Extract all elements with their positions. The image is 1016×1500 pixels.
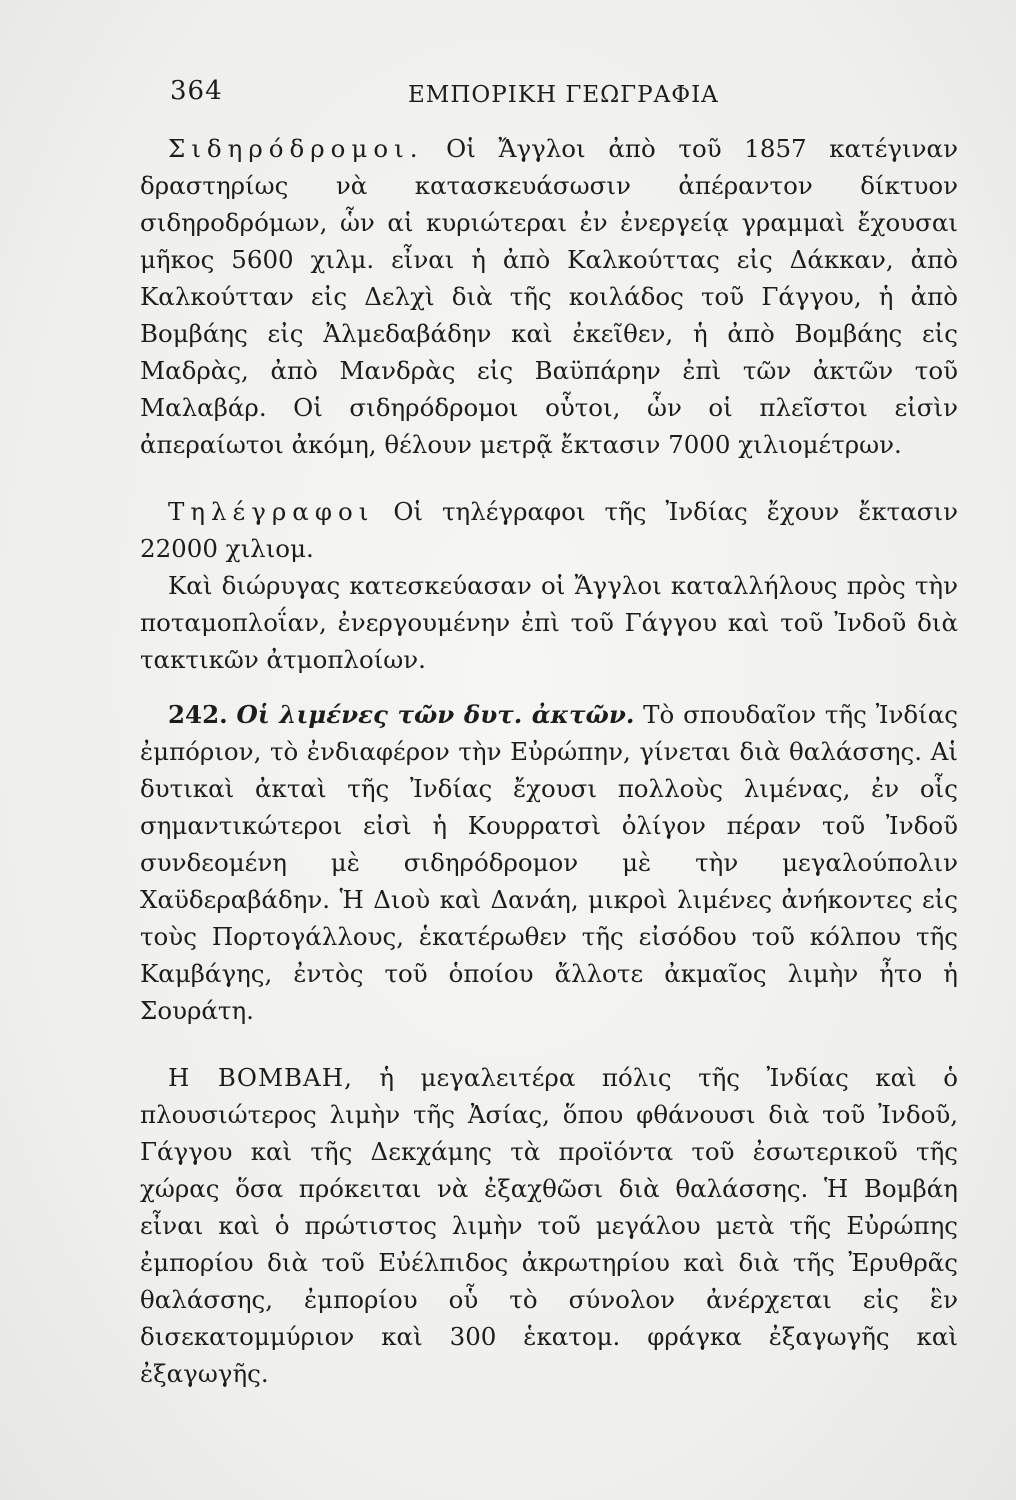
section-number: 242. (168, 700, 228, 729)
canals-text: Καὶ διώρυγας κατεσκεύασαν οἱ Ἄγγλοι καταλλήλους πρὸς τὴν ποταμοπλοΐαν, ἐνεργουμένην ἐπὶ τοῦ Γάγγου καὶ τοῦ Ἰνδοῦ διὰ τακτικῶν ἀτμοπλοίων. (140, 571, 958, 674)
railways-text: Οἱ Ἄγγλοι ἀπὸ τοῦ 1857 κατέγιναν δραστηρίως νὰ κατασκευάσωσιν ἀπέραντον δίκτυον σιδηροδρόμων, ὧν αἱ κυριώτεραι ἐν ἐνεργείᾳ γραμμαὶ ἔχουσαι μῆκος 5600 χιλμ. εἶναι ἡ ἀπὸ Καλκούττας εἰς Δάκκαν, ἀπὸ Καλκούτταν εἰς Δελχὶ διὰ τῆς κοιλάδος τοῦ Γάγγου, ἡ ἀπὸ Βομβάης εἰς Ἀλμεδαβάδην καὶ ἐκεῖθεν, ἡ ἀπὸ Βομβάης εἰς Μαδρὰς, ἀπὸ Μανδρὰς εἰς Βαϋπάρην ἐπὶ τῶν ἀκτῶν τοῦ Μαλαβάρ. Οἱ σιδηρόδρομοι οὗτοι, ὧν οἱ πλεῖστοι εἰσὶν ἀπεραίωτοι ἀκόμη, θέλουν μετρᾷ ἔκτασιν 7000 χιλιομέτρων. (140, 134, 958, 459)
paragraph-gap (140, 463, 958, 493)
section-title: Οἱ λιμένες τῶν δυτ. ἀκτῶν. (236, 700, 635, 729)
canals-paragraph (140, 567, 958, 678)
page-header (170, 76, 960, 126)
bombay-name: Η ΒΟΜΒΑΗ, (168, 1063, 353, 1092)
telegraphs-paragraph (140, 493, 958, 567)
running-title: ΕΜΠΟΡΙΚΗ ΓΕΩΓΡΑΦΙΑ (408, 82, 719, 108)
telegraphs-heading: Τηλέγραφοι (168, 497, 375, 526)
bombay-paragraph (140, 1059, 958, 1392)
bombay-text: ἡ μεγαλειτέρα πόλις τῆς Ἰνδίας καὶ ὁ πλουσιώτερος λιμὴν τῆς Ἀσίας, ὅπου φθάνουσι διὰ τοῦ Ἰνδοῦ, Γάγγου καὶ τῆς Δεκχάμης τὰ προϊόντα τοῦ ἐσωτερικοῦ τῆς χώρας ὅσα πρόκειται νὰ ἐξαχθῶσι διὰ θαλάσσης. Ἡ Βομβάη εἶναι καὶ ὁ πρώτιστος λιμὴν τοῦ μεγάλου μετὰ τῆς Εὐρώπης ἐμπορίου διὰ τοῦ Εὐέλπιδος ἀκρωτηρίου καὶ διὰ τῆς Ἐρυθρᾶς θαλάσσης, ἐμπορίου οὗ τὸ σύνολον ἀνέρχεται εἰς ἓν δισεκατομμύριον καὶ 300 ἑκατομ. φράγκα ἐξαγωγῆς καὶ ἐξαγωγῆς. (140, 1063, 958, 1388)
body-text (140, 130, 958, 1392)
railways-paragraph (140, 130, 958, 463)
paragraph-gap (140, 678, 958, 696)
page-number: 364 (170, 76, 223, 106)
paragraph-gap (140, 1029, 958, 1059)
telegraphs-text: Οἱ τηλέγραφοι τῆς Ἰνδίας ἔχουν ἔκτασιν 22000 χιλιομ. (140, 497, 958, 563)
section-242-text: Τὸ σπουδαῖον τῆς Ἰνδίας ἐμπόριον, τὸ ἐνδιαφέρον τὴν Εὐρώπην, γίνεται διὰ θαλάσσης. Αἱ δυτικαὶ ἀκταὶ τῆς Ἰνδίας ἔχουσι πολλοὺς λιμένας, ἐν οἷς σημαντικώτεροι εἰσὶ ἡ Κουρρατσὶ ὀλίγον πέραν τοῦ Ἰνδοῦ συνδεομένη μὲ σιδηρόδρομον μὲ τὴν μεγαλούπολιν Χαϋδεραβάδην. Ἡ Διοὺ καὶ Δανάη, μικροὶ λιμένες ἀνήκοντες εἰς τοὺς Πορτογάλλους, ἑκατέρωθεν τῆς εἰσόδου τοῦ κόλπου τῆς Καμβάγης, ἐντὸς τοῦ ὁποίου ἄλλοτε ἀκμαῖος λιμὴν ἦτο ἡ Σουράτη. (140, 700, 958, 1025)
section-242-paragraph (140, 696, 958, 1029)
railways-heading: Σιδηρόδρομοι. (168, 134, 424, 163)
